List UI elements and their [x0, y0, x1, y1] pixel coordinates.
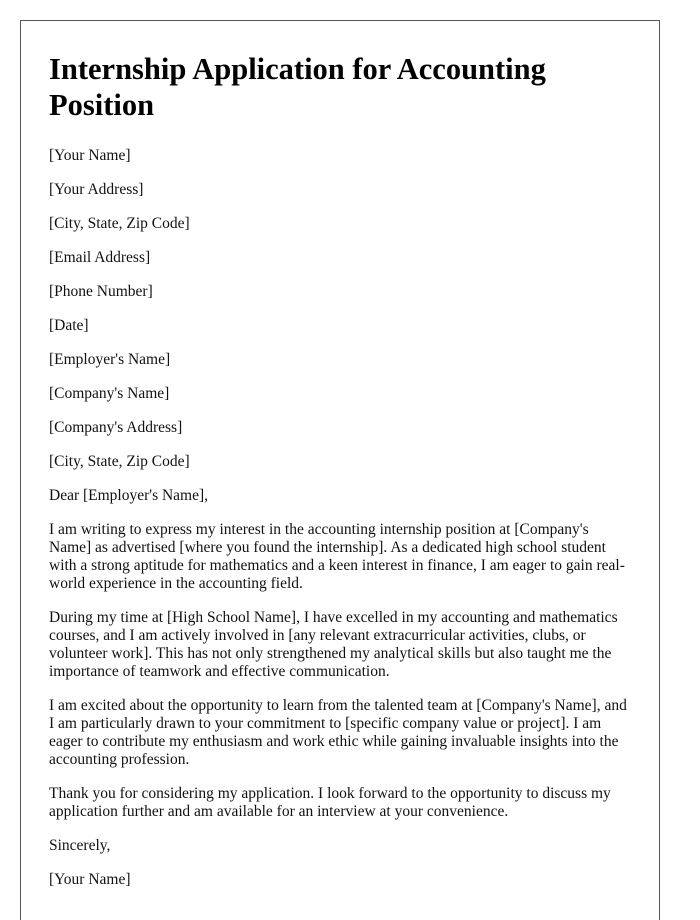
- recipient-employer-name: [Employer's Name]: [49, 351, 171, 368]
- sender-name: [Your Name]: [49, 147, 131, 164]
- letter-body: [49, 521, 631, 821]
- recipient-city-state-zip: [City, State, Zip Code]: [49, 453, 190, 470]
- sender-block: [49, 147, 631, 301]
- letter-page: [20, 20, 660, 920]
- letter-date: [Date]: [49, 317, 89, 334]
- body-paragraph: I am excited about the opportunity to learn from the talented team at [Company's Name], and I am particularly drawn to your commitment to [specific company value or project]. I am eager to contribute my enthusiasm and work ethic while gaining invaluable insights into the accounting profession.: [49, 697, 627, 768]
- sender-email: [Email Address]: [49, 249, 151, 266]
- body-paragraph: Thank you for considering my application. I look forward to the opportunity to discuss my application further and am available for an interview at your convenience.: [49, 785, 611, 820]
- sender-phone: [Phone Number]: [49, 283, 153, 300]
- signature-name: [Your Name]: [49, 871, 131, 888]
- recipient-company-address: [Company's Address]: [49, 419, 183, 436]
- letter-title: Internship Application for Accounting Position: [49, 52, 546, 122]
- recipient-company-name: [Company's Name]: [49, 385, 170, 402]
- body-paragraph: I am writing to express my interest in the accounting internship position at [Company's Name] as advertised [where you found the internship]. As a dedicated high school student with a strong aptitude for mathematics and a keen interest in finance, I am eager to gain real-world experience in the accounting field.: [49, 521, 625, 592]
- sender-city-state-zip: [City, State, Zip Code]: [49, 215, 190, 232]
- closing: Sincerely,: [49, 837, 111, 854]
- salutation: Dear [Employer's Name],: [49, 487, 209, 504]
- body-paragraph: During my time at [High School Name], I have excelled in my accounting and mathematics courses, and I am actively involved in [any relevant extracurricular activities, clubs, or volunteer work]. This has not only strengthened my analytical skills but also taught me the importance of teamwork and effective communication.: [49, 609, 618, 680]
- recipient-block: [49, 351, 631, 471]
- sender-address: [Your Address]: [49, 181, 144, 198]
